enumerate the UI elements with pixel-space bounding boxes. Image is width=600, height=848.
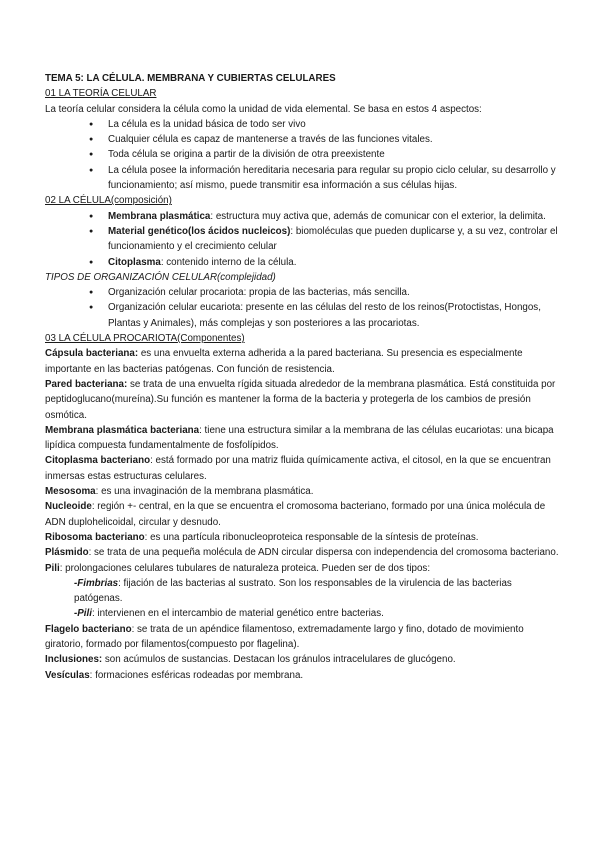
section-heading-composicion: 02 LA CÉLULA(composición) [45,195,172,207]
entry: Plásmido: se trata de una pequeña molécula de ADN circular dispersa con independencia del cromosoma bacteriano. [45,547,559,559]
entry: Ribosoma bacteriano: es una partícula ribonucleoproteica responsable de la síntesis de proteínas. [45,531,479,543]
list-item: ● La célula posee la información hereditaria necesaria para regular su propio ciclo celular, su desarrollo y funcionamiento; así mismo, puede transmitir esa información a sus células hijas. [108,163,560,194]
entry: Pared bacteriana: se trata de una envuelta rígida situada alrededor de la membrana plasmática. Está constituida por peptidoglucano(mureína).Su función es mantener la forma de la bacteria y protegerla de los cambios de presión osmótica. [45,378,556,421]
section-heading-teoria-celular: 01 LA TEORÍA CELULAR [45,88,157,100]
entry: Citoplasma bacteriano: está formado por una matriz fluida químicamente activa, el citosol, en la que se encuentran inmersas estas estructuras celulares. [45,455,551,482]
section-heading-procariota: 03 LA CÉLULA PROCARIOTA(Componentes) [45,333,245,345]
list-composicion [45,209,560,270]
list-item [108,209,560,224]
list-item: ● Cualquier célula es capaz de mantenerse a través de las funciones vitales. [108,132,560,147]
list-item: ● Toda célula se origina a partir de la división de otra preexistente [108,147,560,162]
document-title: TEMA 5: LA CÉLULA. MEMBRANA Y CUBIERTAS CELULARES [45,73,336,84]
entry: Nucleoide: región +- central, en la que se encuentra el cromosoma bacteriano, formado por una única molécula de ADN duplohelicoidal, circular y desnudo. [45,501,546,528]
entry: Vesículas: formaciones esféricas rodeadas por membrana. [45,669,304,681]
entry: Flagelo bacteriano: se trata de un apéndice filamentoso, extremadamente largo y fino, dotado de movimiento giratorio, formado por filamentos(compuesto por flagelina). [45,623,524,650]
term: Material genético(los ácidos nucleicos) [108,225,291,237]
paragraph-intro: La teoría celular considera la célula como la unidad de vida elemental. Se basa en estos 4 aspectos: [45,103,482,115]
definition: : biomoléculas que pueden duplicarse y, a su vez, controlar el funcionamiento y el crecimiento celular [108,225,558,253]
entry: Cápsula bacteriana: es una envuelta externa adherida a la pared bacteriana. Su presencia es especialmente importante en las bacterias patógenas. Con función de resistencia. [45,348,523,375]
subheading-tipos: TIPOS DE ORGANIZACIÓN CELULAR(complejidad) [45,271,276,283]
entry: Membrana plasmática bacteriana: tiene una estructura similar a la membrana de las células eucariotas: una bicapa lipídica compuesta fundamentalmente de fosfolípidos. [45,424,554,452]
list-item [108,224,560,255]
list-tipos [45,285,560,331]
definition: : estructura muy activa que, además de comunicar con el exterior, la delimita. [210,210,546,222]
entry: Inclusiones: son acúmulos de sustancias. Destacan los gránulos intracelulares de glucógeno. [45,654,456,666]
entry: Mesosoma: es una invaginación de la membrana plasmática. [45,486,314,498]
list-item: ● Organización celular eucariota: presente en las células del resto de los reinos(Protoctistas, Hongos, Plantas y Animales), más complejas y son posteriores a las procariotas. [108,300,560,331]
entry: Pili: prolongaciones celulares tubulares de naturaleza proteica. Pueden ser de dos tipos: [45,562,431,574]
term: Citoplasma [108,256,161,268]
pili-type-pili: -Pili: intervienen en el intercambio de material genético entre bacterias. [74,608,384,620]
term: Membrana plasmática [108,210,211,222]
list-item: ● Organización celular procariota: propia de las bacterias, más sencilla. [108,285,560,300]
list-item: ● La célula es la unidad básica de todo ser vivo [108,117,560,132]
pili-type-fimbrias: -Fimbrias: fijación de las bacterias al sustrato. Son los responsables de la virulencia de las bacterias patógenas. [74,577,512,605]
list-aspectos [45,117,560,193]
definition: : contenido interno de la célula. [160,256,297,268]
list-item [108,255,560,270]
